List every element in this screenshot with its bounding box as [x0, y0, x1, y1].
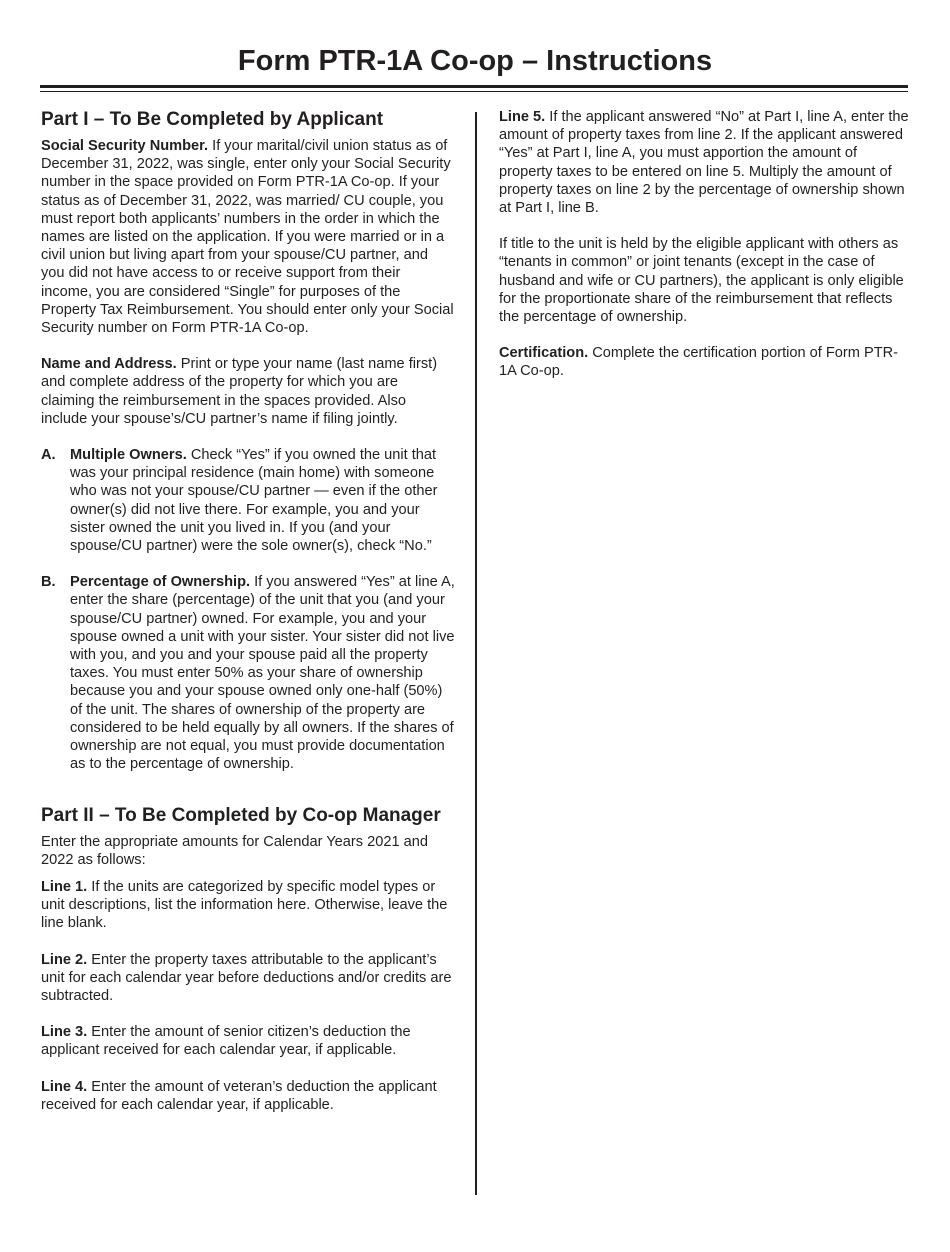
item-b-label: Percentage of Ownership. [70, 574, 251, 591]
ssn-label: Social Security Number. [41, 138, 209, 154]
item-a-letter: A. [41, 447, 56, 464]
part2-intro: Enter the appropriate amounts for Calendar Years 2021 and 2022 as follows: [41, 833, 428, 868]
line3-paragraph [41, 1023, 455, 1059]
certification-paragraph [499, 344, 911, 380]
part2-heading: Part II – To Be Completed by Co-op Manager [41, 804, 441, 826]
line4-paragraph [41, 1078, 455, 1114]
item-a-text: Check “Yes” if you owned the unit that was your principal residence (main home) with someone who was not your spouse/CU partner — even if the other owner(s) did not live there. For example, you and your sister owned the unit you lived in. If you (and your spouse/CU partner) were the sole owner(s), check “No.” [70, 447, 438, 555]
item-b-body [70, 573, 455, 773]
item-a-label: Multiple Owners. [70, 447, 187, 464]
left-column [41, 108, 455, 1132]
item-b-text: If you answered “Yes” at line A, enter the share (percentage) of the unit that you (and your spouse/CU partner) owned. For example, you and your spouse owned a unit with your sister. Your sister did not live with you, and you and your spouse paid all the property taxes. You must enter 50% as your share of ownership because you and your spouse owned only one-half (50%) of the unit. The shares of ownership of the property are considered to be held equally by all owners. If the shares of ownership are not equal, you must provide documentation as to the percentage of ownership. [70, 574, 455, 773]
line1-text: If the units are categorized by specific model types or unit descriptions, list the information here. Otherwise, leave the line blank. [41, 878, 448, 932]
name-address-paragraph [41, 355, 455, 428]
line1-paragraph [41, 878, 455, 933]
certification-text: Complete the certification portion of Form PTR-1A Co-op. [499, 345, 899, 380]
line2-text: Enter the property taxes attributable to the applicant’s unit for each calendar year before deductions and/or credits are subtracted. [41, 951, 452, 1004]
item-a [41, 446, 455, 555]
item-a-body [70, 446, 455, 555]
ssn-text: If your marital/civil union status as of December 31, 2022, was single, enter only your Social Security number in the space provided on Form PTR-1A Co-op. If your status as of December 31, 2022, was married/ CU couple, you must report both applicants’ numbers in the order in which the names are listed on the application. If you were married or in a civil union but living apart from your spouse/CU partner, and you did not have access to or receive support from their income, you are considered “Single” for purposes of the Property Tax Reimbursement. You should enter only your Social Security number on Form PTR-1A Co-op. [41, 138, 454, 337]
page-title: Form PTR-1A Co-op – Instructions [237, 45, 713, 77]
name-address-text: Print or type your name (last name first) and complete address of the property for which you are claiming the reimbursement in the spaces provided. Also include your spouse’s/CU partner’s name if filing jointly. [41, 356, 438, 427]
line3-label: Line 3. [41, 1024, 88, 1041]
column-divider [475, 112, 477, 1195]
item-b [41, 573, 455, 773]
certification-label: Certification. [499, 345, 589, 362]
title-rule-thick [40, 85, 908, 88]
right-column [499, 108, 911, 399]
line5-label: Line 5. [499, 109, 546, 125]
title-note-paragraph: If title to the unit is held by the eligible applicant with others as “tenants in common” or joint tenants (except in the case of husband and wife or CU partners), the applicant is only eligible for the proportionate share of the reimbursement that reflects the percentage of ownership. [499, 236, 904, 326]
line5-text: If the applicant answered “No” at Part I, line A, enter the amount of property taxes from line 2. If the applicant answered “Yes” at Part I, line A, you must apportion the amount of property taxes to be entered on line 5. Multiply the amount of property taxes on line 2 by the percentage of ownership shown at Part I, line B. [499, 109, 909, 217]
name-address-label: Name and Address. [41, 356, 177, 373]
line2-label: Line 2. [41, 951, 88, 968]
item-b-letter: B. [41, 574, 56, 591]
line4-text: Enter the amount of veteran’s deduction the applicant received for each calendar year, if applicable. [41, 1078, 437, 1113]
ssn-paragraph [41, 137, 455, 337]
line5-paragraph [499, 108, 911, 217]
line4-label: Line 4. [41, 1078, 88, 1095]
title-rule-thin [40, 91, 908, 92]
line3-text: Enter the amount of senior citizen’s deduction the applicant received for each calendar year, if applicable. [41, 1024, 411, 1059]
part1-heading: Part I – To Be Completed by Applicant [41, 109, 384, 130]
line1-label: Line 1. [41, 878, 88, 895]
line2-paragraph [41, 951, 455, 1006]
